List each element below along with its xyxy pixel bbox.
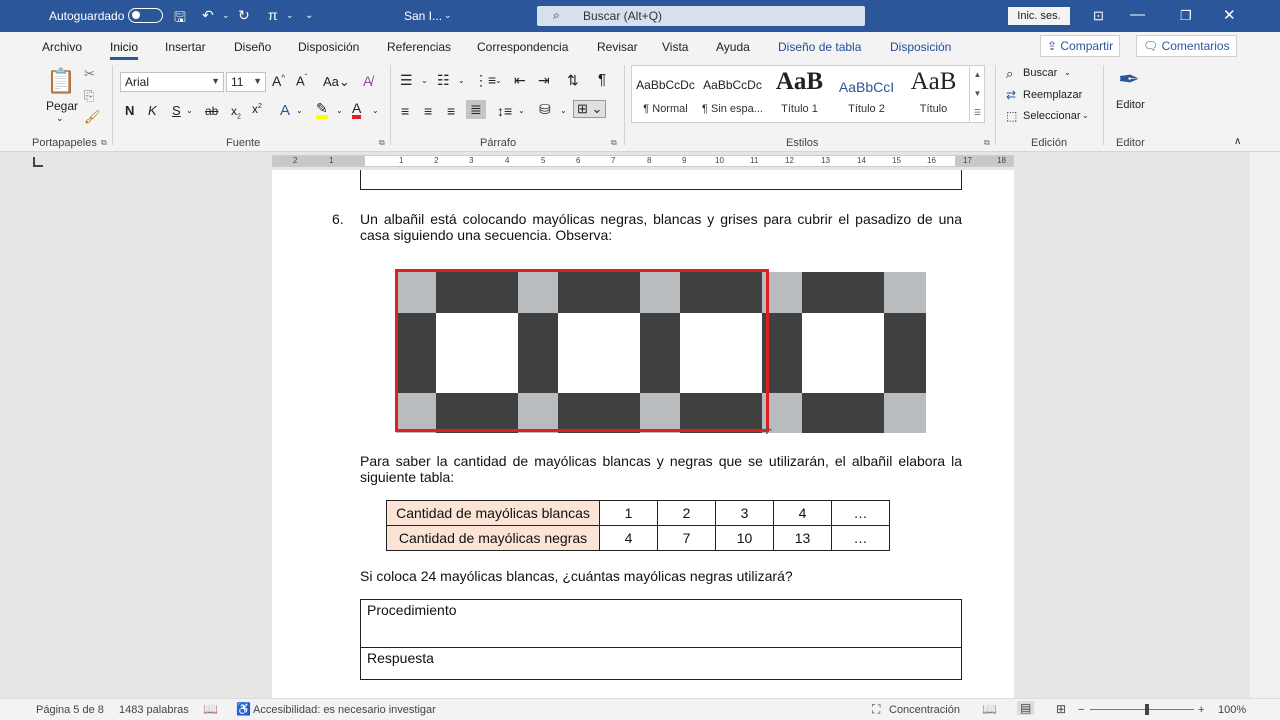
word-count[interactable]: 1483 palabras (119, 704, 189, 716)
tile-white (802, 313, 884, 393)
underline-dropdown-icon[interactable]: ⌄ (186, 106, 193, 115)
separator (112, 65, 113, 145)
question2-text[interactable]: Si coloca 24 mayólicas blancas, ¿cuántas mayólicas negras utilizará? (360, 568, 793, 584)
autosave-label: Autoguardado (49, 9, 125, 23)
cut-icon[interactable]: ✂ (84, 66, 95, 81)
previous-answer-box (360, 170, 962, 190)
tab-revisar[interactable]: Revisar (597, 40, 638, 54)
highlight-dropdown-icon[interactable]: ⌄ (336, 106, 343, 115)
align-center-icon[interactable]: ≡ (424, 103, 433, 119)
styles-gallery-scroll[interactable] (969, 65, 985, 123)
style-name: Título 2 (848, 103, 885, 115)
table-row (387, 501, 890, 526)
page (272, 170, 1014, 698)
search-icon: ⌕ (553, 8, 560, 22)
ruler-mark: 11 (750, 156, 759, 165)
table-cell[interactable]: 13 (774, 526, 832, 551)
tab-vista[interactable]: Vista (662, 40, 689, 54)
signin-button[interactable]: Inic. ses. (1008, 7, 1070, 25)
style-name: Título (919, 103, 948, 115)
font-name-combo[interactable] (120, 72, 224, 92)
ruler-mark: 15 (892, 156, 901, 165)
tab-referencias[interactable]: Referencias (387, 40, 452, 54)
status-bar (0, 698, 1280, 720)
bullets-icon[interactable]: ☰ (400, 72, 413, 88)
increase-indent-icon[interactable]: ⇥ (538, 72, 550, 88)
ruler-mark: 4 (505, 156, 510, 165)
vertical-scrollbar[interactable] (1250, 152, 1280, 698)
editing-group-label: Edición (1031, 137, 1068, 149)
tab-inicio[interactable]: Inicio (110, 40, 139, 54)
equation-icon[interactable]: π (268, 7, 278, 23)
ruler-mark: 13 (821, 156, 830, 165)
font-size-value: 11 (231, 75, 244, 89)
tab-archivo[interactable]: Archivo (42, 40, 83, 54)
shading-icon[interactable]: ⛁ (539, 101, 551, 117)
ruler-mark: 5 (541, 156, 546, 165)
tab-ayuda[interactable]: Ayuda (716, 40, 750, 54)
style-name: Título 1 (781, 103, 818, 115)
highlight-icon[interactable]: ✎ (316, 101, 328, 119)
save-icon[interactable]: 🖫 (174, 9, 186, 25)
ruler-mark: 2 (434, 156, 439, 165)
style-heading-2[interactable] (833, 66, 900, 122)
align-right-icon[interactable]: ≡ (447, 103, 456, 119)
tile-gray (884, 393, 926, 433)
tile-black (884, 313, 926, 393)
font-group-label: Fuente (226, 137, 261, 149)
style-preview: AaB (775, 68, 824, 95)
multilevel-list-icon[interactable]: ⋮≡ (474, 72, 497, 88)
style-normal[interactable] (632, 66, 699, 122)
format-painter-icon[interactable]: 🖌 (84, 109, 101, 124)
bullets-dropdown-icon[interactable]: ⌄ (421, 76, 428, 85)
multilevel-dropdown-icon[interactable]: ⌄ (495, 76, 502, 85)
borders-icon[interactable]: ⊞ ⌄ (573, 100, 606, 118)
style-name: ¶ Normal (643, 103, 688, 115)
ruler-mark: 1 (399, 156, 404, 165)
divider (361, 647, 961, 648)
show-marks-icon[interactable]: ¶ (598, 71, 607, 88)
horizontal-ruler[interactable] (272, 155, 1014, 167)
focus-label[interactable]: Concentración (889, 704, 960, 716)
styles-launcher-icon[interactable]: ⧉ (984, 138, 990, 147)
search-placeholder: Buscar (Alt+Q) (583, 9, 663, 23)
font-color-icon[interactable]: A (352, 101, 361, 119)
change-case-icon[interactable]: Aa⌄ (323, 74, 350, 89)
text-effects-dropdown-icon[interactable]: ⌄ (296, 106, 303, 115)
document-area (30, 170, 1250, 698)
align-left-icon[interactable]: ≡ (401, 103, 410, 119)
font-size-combo[interactable] (226, 72, 266, 92)
web-layout-icon[interactable]: ⊞ (1056, 702, 1067, 716)
ruler-mark: 6 (576, 156, 581, 165)
table-cell[interactable]: 3 (716, 501, 774, 526)
tab-correspondencia[interactable]: Correspondencia (477, 40, 569, 54)
find-label[interactable]: Buscar (1023, 67, 1058, 79)
accessibility-icon[interactable]: ♿ (236, 702, 251, 716)
proofing-icon[interactable]: 📖 (203, 702, 218, 716)
answer-box[interactable] (360, 599, 962, 680)
ruler-mark: 18 (997, 156, 1006, 165)
shading-dropdown-icon[interactable]: ⌄ (560, 106, 567, 115)
style-name: ¶ Sin espa... (702, 103, 763, 115)
replace-label[interactable]: Reemplazar (1023, 89, 1083, 101)
comments-label: Comentarios (1161, 39, 1230, 53)
accessibility-status[interactable]: Accesibilidad: es necesario investigar (253, 704, 436, 716)
question-text[interactable]: Un albañil está colocando mayólicas negras, blancas y grises para cubrir el pasadizo de una casa siguiendo una secuencia. Observa: (360, 211, 962, 243)
minimize-icon[interactable]: — (1130, 6, 1145, 23)
paste-label[interactable]: Pegar (46, 99, 79, 113)
chevron-down-icon[interactable]: ▼ (973, 89, 982, 98)
focus-icon[interactable]: ⛶ (872, 702, 881, 716)
autosave-toggle[interactable] (128, 8, 163, 23)
title-bar (0, 0, 1280, 32)
sort-icon[interactable]: ⇅ (567, 72, 579, 88)
subscript-icon[interactable]: $x_2$ (231, 104, 241, 121)
zoom-level[interactable]: 100% (1218, 704, 1247, 716)
tile-black (802, 393, 884, 433)
numbering-dropdown-icon[interactable]: ⌄ (458, 76, 465, 85)
table-cell[interactable]: 7 (658, 526, 716, 551)
editor-icon[interactable]: ✒ (1118, 64, 1140, 94)
ruler-mark: 9 (682, 156, 687, 165)
line-spacing-dropdown-icon[interactable]: ⌄ (518, 106, 525, 115)
ruler-mark: 7 (611, 156, 616, 165)
ruler-mark: 17 (963, 156, 972, 165)
undo-dropdown-icon[interactable]: ⌄ (222, 10, 230, 20)
ribbon-display-icon[interactable]: ⊡ (1093, 8, 1104, 23)
ruler-area (0, 152, 1280, 170)
chevron-up-icon[interactable]: ▲ (973, 70, 982, 79)
grow-font-icon[interactable]: A^ (272, 73, 286, 89)
separator (624, 65, 625, 145)
question-number: 6. (332, 211, 344, 227)
find-icon[interactable]: ⌕ (1006, 66, 1014, 81)
styles-group-label: Estilos (786, 137, 819, 149)
share-button[interactable] (1040, 35, 1120, 57)
separator (995, 65, 996, 145)
row-header[interactable]: Cantidad de mayólicas blancas (387, 501, 600, 526)
tile-black (802, 272, 884, 313)
table-cell[interactable]: 4 (774, 501, 832, 526)
text-effects-icon[interactable]: A (280, 102, 291, 119)
answer-label: Respuesta (367, 650, 434, 666)
underline-icon[interactable]: S (172, 103, 181, 118)
replace-icon[interactable]: ⇄ (1006, 88, 1017, 102)
table-cell[interactable]: 10 (716, 526, 774, 551)
zoom-out-icon[interactable]: − (1078, 704, 1085, 716)
clipboard-group-label: Portapapeles (32, 137, 97, 149)
decrease-indent-icon[interactable]: ⇤ (514, 72, 526, 88)
redo-icon[interactable]: ↻ (238, 7, 250, 23)
ruler-mark: 12 (785, 156, 794, 165)
doc-name-chevron-icon[interactable]: ⌄ (444, 10, 452, 20)
paste-dropdown-icon[interactable]: ⌄ (56, 113, 64, 123)
tab-selector[interactable] (33, 157, 43, 167)
select-icon[interactable]: ⬚ (1006, 109, 1018, 123)
table-cell[interactable]: … (832, 526, 890, 551)
ruler-mark: 10 (715, 156, 724, 165)
select-label[interactable]: Seleccionar (1023, 110, 1081, 122)
style-no-spacing[interactable] (699, 66, 766, 122)
ruler-mark: 3 (469, 156, 474, 165)
table-intro-text[interactable]: Para saber la cantidad de mayólicas blancas y negras que se utilizarán, el albañil elabora la siguiente tabla: (360, 453, 962, 485)
separator (390, 65, 391, 145)
styles-gallery (631, 65, 985, 123)
table-row (387, 526, 890, 551)
editor-label[interactable]: Editor (1116, 99, 1145, 111)
table-cell[interactable]: 1 (600, 501, 658, 526)
comment-icon: 🗨 (1143, 39, 1162, 53)
zoom-slider[interactable] (1090, 709, 1194, 710)
bold-icon[interactable]: N (125, 103, 135, 118)
print-layout-icon[interactable]: ▤ (1017, 701, 1034, 715)
share-icon: ⇪ (1047, 39, 1061, 53)
tab-disposicion-tabla[interactable]: Disposición (890, 40, 952, 54)
read-mode-icon[interactable]: 📖 (982, 702, 997, 716)
zoom-slider-thumb[interactable] (1145, 704, 1149, 715)
ruler-mark: 1 (329, 156, 334, 165)
style-preview: AaBbCcDc (636, 78, 695, 92)
style-title[interactable] (900, 66, 967, 122)
numbering-icon[interactable]: ☷ (437, 72, 450, 88)
italic-icon[interactable]: K (148, 103, 157, 118)
tab-disposicion[interactable]: Disposición (298, 40, 360, 54)
search-box[interactable] (537, 6, 865, 26)
sequence-table[interactable] (386, 500, 890, 551)
editor-group-label: Editor (1116, 137, 1145, 149)
style-preview: AaBbCcDc (703, 78, 762, 92)
tab-diseno-de-tabla[interactable]: Diseño de tabla (778, 40, 862, 54)
ruler-mark: 16 (927, 156, 936, 165)
font-color-dropdown-icon[interactable]: ⌄ (372, 106, 379, 115)
paragraph-launcher-icon[interactable]: ⧉ (611, 138, 617, 147)
undo-icon[interactable]: ↶ (202, 7, 214, 23)
separator (1103, 65, 1104, 145)
chevron-down-icon: ▼ (253, 76, 262, 86)
clipboard-launcher-icon[interactable]: ⧉ (101, 138, 107, 147)
strikethrough-icon[interactable]: ab (205, 104, 219, 118)
document-name[interactable]: San I... (404, 9, 443, 23)
ruler-mark: 8 (647, 156, 652, 165)
superscript-icon[interactable]: $x^2$ (252, 102, 262, 116)
style-preview: AaBbCcI (838, 79, 895, 95)
tab-insertar[interactable]: Insertar (165, 40, 206, 54)
tile-gray (884, 272, 926, 313)
selection-rectangle (395, 269, 769, 432)
equation-dropdown-icon[interactable]: ⌄ (286, 10, 294, 20)
customize-toolbar-icon[interactable]: ⌄ (305, 10, 314, 21)
crosshair-cursor-icon: ✛ (762, 423, 773, 437)
tab-diseno[interactable]: Diseño (234, 40, 272, 54)
comments-button[interactable] (1136, 35, 1237, 57)
collapse-ribbon-icon[interactable]: ∧ (1234, 136, 1242, 147)
find-dropdown-icon[interactable]: ⌄ (1064, 68, 1071, 77)
shrink-font-icon[interactable]: $A^ˇ$ (296, 73, 308, 89)
font-launcher-icon[interactable]: ⧉ (379, 138, 385, 147)
paste-icon[interactable]: 📋 (46, 68, 76, 95)
select-dropdown-icon[interactable]: ⌄ (1082, 111, 1089, 120)
justify-icon[interactable]: ≣ (466, 100, 486, 119)
font-name-value: Arial (125, 75, 150, 89)
zoom-in-icon[interactable]: + (1198, 704, 1205, 716)
table-cell[interactable]: … (832, 501, 890, 526)
table-cell[interactable]: 4 (600, 526, 658, 551)
close-icon[interactable]: ✕ (1223, 7, 1236, 24)
table-cell[interactable]: 2 (658, 501, 716, 526)
ruler-left-margin (273, 156, 365, 166)
style-preview: AaB (910, 68, 957, 95)
line-spacing-icon[interactable]: ↕≡ (497, 103, 513, 119)
share-label: Compartir (1060, 39, 1114, 53)
procedure-label: Procedimiento (367, 602, 457, 618)
restore-icon[interactable]: ❐ (1180, 8, 1192, 23)
row-header[interactable]: Cantidad de mayólicas negras (387, 526, 600, 551)
clear-format-icon[interactable]: A̸ (363, 73, 373, 89)
copy-icon[interactable]: ⎘ (84, 88, 95, 103)
ruler-mark: 2 (293, 156, 298, 165)
chevron-down-icon: ▼ (211, 76, 220, 86)
page-count[interactable]: Página 5 de 8 (36, 704, 104, 716)
paragraph-group-label: Párrafo (480, 137, 517, 149)
ruler-mark: 14 (857, 156, 866, 165)
style-heading-1[interactable] (766, 66, 833, 122)
gallery-more-icon[interactable]: ☰ (973, 108, 982, 117)
ribbon-home (0, 60, 1280, 152)
